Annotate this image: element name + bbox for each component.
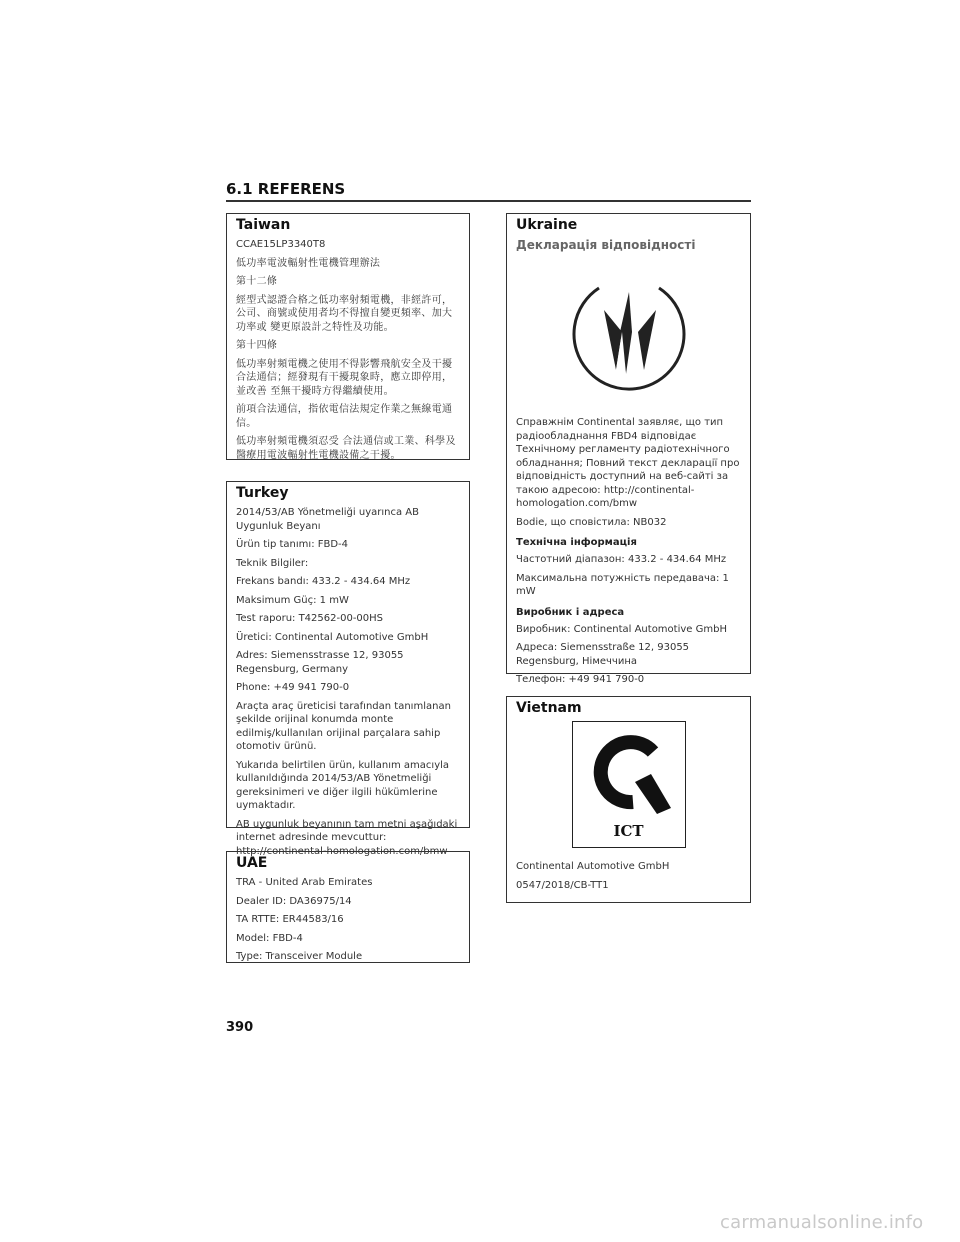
ukraine-mfr-line: Виробник: Continental Automotive GmbH [516,623,727,635]
turkey-line: Teknik Bilgiler: [236,557,309,569]
turkey-line: Phone: +49 941 790-0 [236,682,350,693]
ukraine-body: Bodie, що сповістила: NB032 [516,516,667,528]
taiwan-line: 第十二條 [236,276,278,287]
ukraine-tech-line: Максимальна потужність передавача: 1 mW [516,572,729,597]
turkey-line: Frekans bandı: 433.2 - 434.64 MHz [236,576,411,587]
ict-logo [572,721,686,848]
ukraine-mfr-line: Телефон: +49 941 790-0 [516,674,645,685]
turkey-line: AB uygunluk beyanının tam metni aşağıdaki internet adresinde mevcuttur: http://continental-homologation.com/bmw [236,818,458,857]
uae-line: TA RTTE: ER44583/16 [236,914,344,925]
ict-quality-mark-icon [573,722,685,822]
uae-line: Dealer ID: DA36975/14 [236,895,352,907]
turkey-line: Yukarıda belirtilen ürün, kullanım amacıyla kullanıldığında 2014/53/AB Yönetmeliği gereksinimeri ve diğer ilgili hükümlerine uymaktadır. [236,759,450,811]
ukraine-mfr-heading: Виробник і адреса [516,606,625,618]
uae-line: Type: Transceiver Module [236,951,363,962]
taiwan-box [226,213,470,460]
taiwan-line: 低功率射頻電機之使用不得影響飛航安全及干擾合法通信；經發現有干擾現象時，應立即停用，並改善 至無干擾時方得繼續使用。 [236,358,453,397]
turkey-line: Adres: Siemensstrasse 12, 93055 Regensburg, Germany [236,650,404,675]
section-divider [226,200,751,202]
ukraine-intro: Справжнім Continental заявляє, що тип радіообладнання FBD4 відповідає Технічному регламенту радіотехнічного обладнання; Повний текст декларації про відповідність доступний на веб-сайті за такою адресою: http://continental-homologation.com/bmw [516,417,740,509]
uae-line: Model: FBD-4 [236,932,303,944]
turkey-line: Maksimum Güç: 1 mW [236,594,349,606]
ukraine-subtitle: Декларація відповідності [516,238,696,252]
vietnam-box [506,696,751,903]
watermark: carmanualsonline.info [720,1212,924,1233]
taiwan-line: 前項合法通信，指依電信法規定作業之無線電通信。 [236,404,453,429]
uae-line: TRA - United Arab Emirates [236,877,373,888]
ukraine-conformity-mark-icon [564,270,694,400]
ukraine-mfr-line: Адреса: Siemensstraße 12, 93055 Regensburg, Німеччина [516,642,690,667]
ukraine-title: Ukraine [516,217,578,233]
turkey-line: Ürün tip tanımı: FBD-4 [236,539,349,550]
taiwan-line: 經型式認證合格之低功率射頻電機，非經許可，公司、商號或使用者均不得擅自變更頻率、加大功率或 變更原設計之特性及功能。 [236,294,453,333]
turkey-line: Üretici: Continental Automotive GmbH [236,631,429,643]
ict-logo-text: ICT [613,822,644,840]
taiwan-line: 低功率電波輻射性電機管理辦法 [236,257,381,269]
vietnam-line: 0547/2018/CB-TT1 [516,879,609,891]
taiwan-line: 低功率射頻電機須忍受 合法通信或工業、科學及醫療用電波輻射性電機設備之干擾。 [236,436,456,461]
turkey-line: Araçta araç üreticisi tarafından tanımlanan şekilde orijinal konumda monte edilmiş/kullanılan orijinal parçalara sahip otomotiv ürünü. [236,700,451,752]
taiwan-title: Taiwan [236,217,291,233]
taiwan-line: CCAE15LP3340T8 [236,239,326,250]
vietnam-line: Continental Automotive GmbH [516,861,670,872]
turkey-title: Turkey [236,485,289,501]
page-number: 390 [226,1020,254,1035]
section-title: 6.1 REFERENS [226,180,346,198]
ukraine-box [506,213,751,685]
taiwan-line: 第十四條 [236,340,278,351]
ukraine-tech-line: Частотний діапазон: 433.2 - 434.64 MHz [516,554,727,565]
uae-box [226,851,470,963]
uae-title: UAE [236,855,268,871]
turkey-line: 2014/53/AB Yönetmeliği uyarınca AB Uygunluk Beyanı [236,507,419,532]
turkey-box [226,481,470,857]
vietnam-title: Vietnam [516,700,582,716]
turkey-line: Test raporu: T42562-00-00HS [236,613,384,624]
ukraine-tech-heading: Технічна інформація [516,537,637,548]
